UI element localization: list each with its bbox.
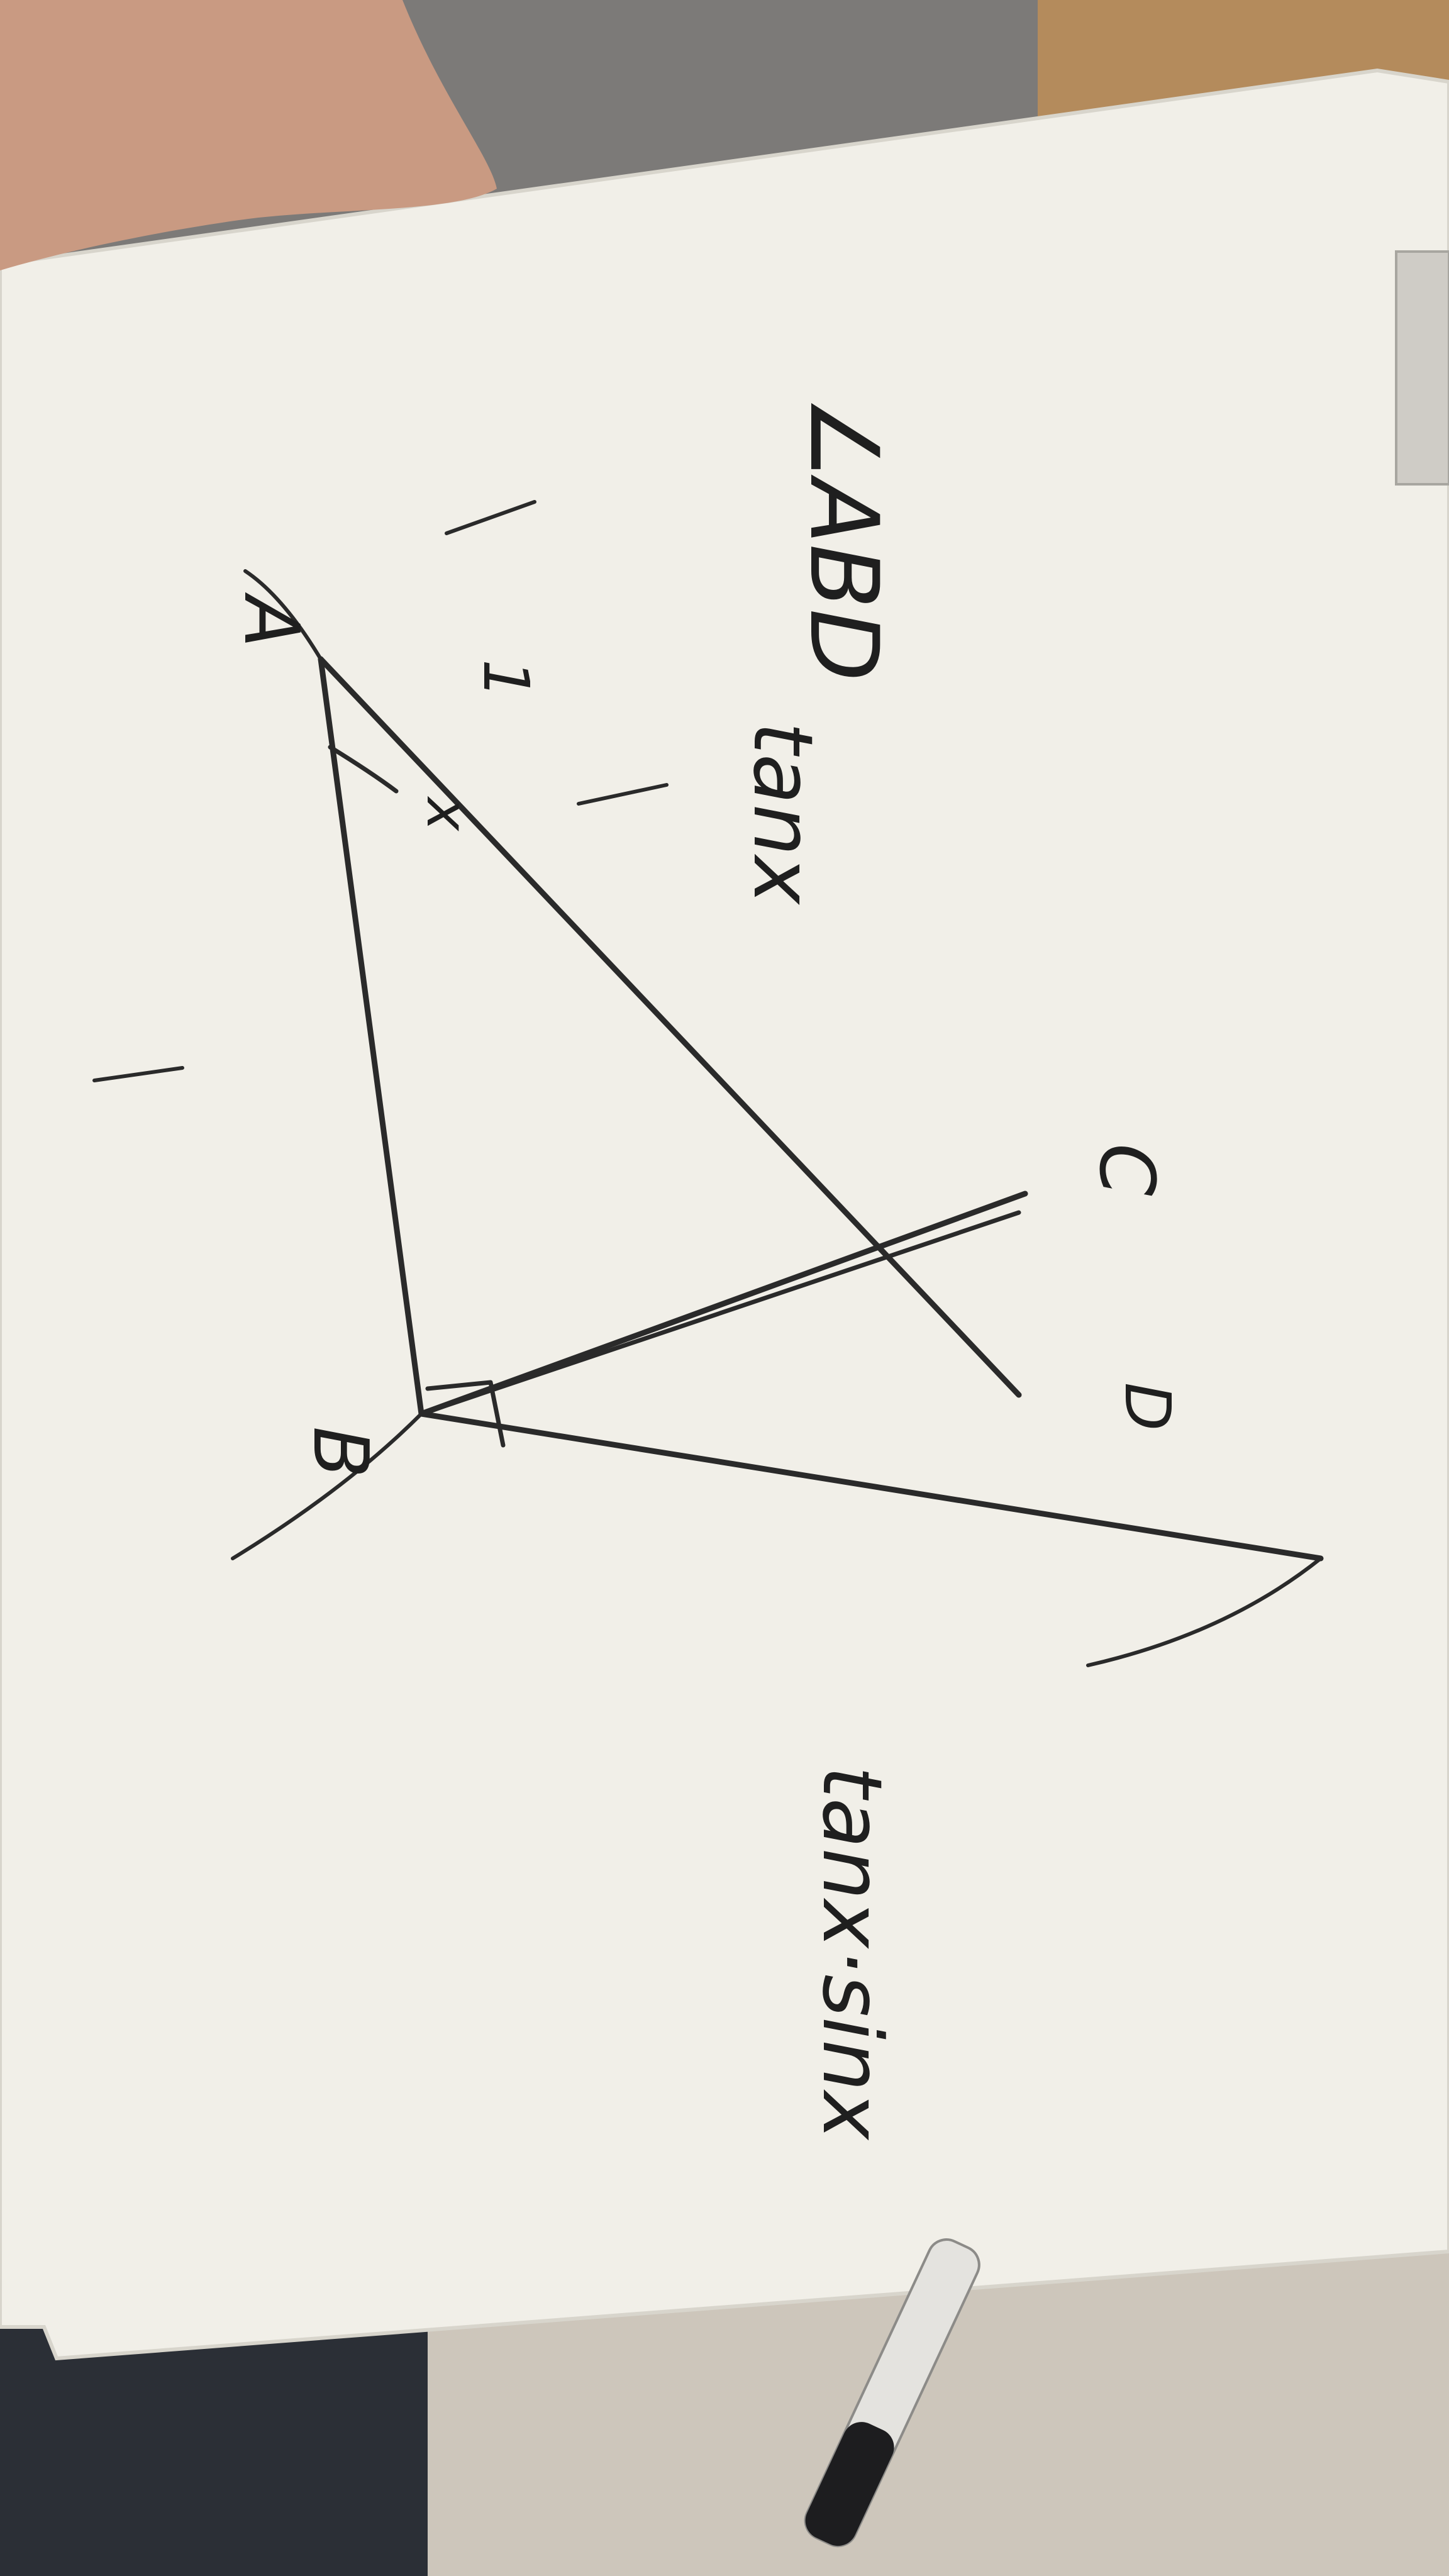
label-D: D	[1111, 1382, 1184, 1431]
label-angle-x: x	[414, 797, 480, 831]
label-tan: tanx	[735, 722, 831, 904]
label-A: A	[227, 596, 314, 648]
title-angle-ABD: ∠ABD	[789, 395, 898, 682]
label-C: C	[1082, 1143, 1170, 1196]
label-one: 1	[469, 659, 543, 699]
whiteboard	[0, 70, 1449, 2358]
label-B: B	[296, 1426, 384, 1479]
board-sticker	[1396, 252, 1449, 484]
label-tan-sin: tanx·sinx	[804, 1766, 900, 2140]
